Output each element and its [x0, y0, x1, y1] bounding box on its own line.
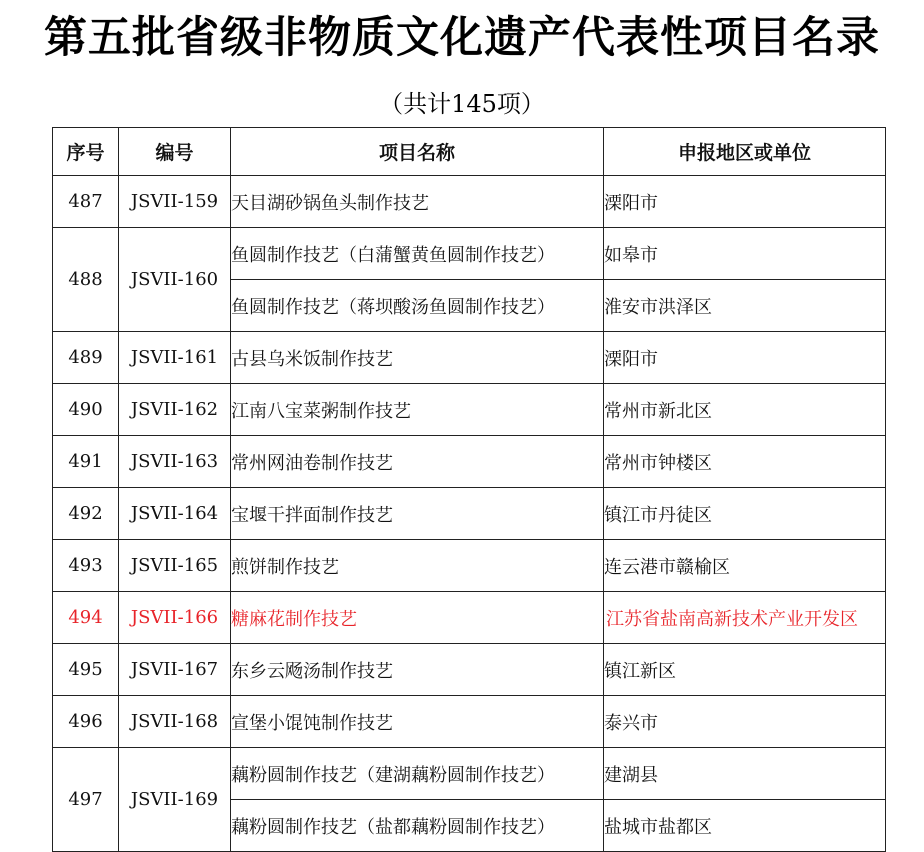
cell-project-name: 东乡云飏汤制作技艺 — [231, 644, 604, 696]
cell-seq: 494 — [53, 592, 119, 644]
cell-project-name: 宣堡小馄饨制作技艺 — [231, 696, 604, 748]
table-row — [53, 748, 886, 800]
cell-project-name: 常州网油卷制作技艺 — [231, 436, 604, 488]
cell-project-name: 江南八宝菜粥制作技艺 — [231, 384, 604, 436]
cell-seq: 493 — [53, 540, 119, 592]
cell-seq: 488 — [53, 228, 119, 332]
cell-region: 镇江新区 — [604, 644, 886, 696]
cell-code: JSVII-163 — [119, 436, 231, 488]
cell-code: JSVII-161 — [119, 332, 231, 384]
header-code: 编号 — [119, 128, 231, 176]
cell-code: JSVII-162 — [119, 384, 231, 436]
cell-project-name: 天目湖砂锅鱼头制作技艺 — [231, 176, 604, 228]
cell-code: JSVII-166 — [119, 592, 231, 644]
cell-project-name: 藕粉圆制作技艺（建湖藕粉圆制作技艺） — [231, 748, 604, 800]
cell-project-name: 古县乌米饭制作技艺 — [231, 332, 604, 384]
cell-region: 镇江市丹徒区 — [604, 488, 886, 540]
header-region: 申报地区或单位 — [604, 128, 886, 176]
table-header-row — [53, 128, 886, 176]
cell-region: 溧阳市 — [604, 176, 886, 228]
cell-region: 如皋市 — [604, 228, 886, 280]
cell-project-name: 宝堰干拌面制作技艺 — [231, 488, 604, 540]
cell-seq: 497 — [53, 748, 119, 852]
header-seq: 序号 — [53, 128, 119, 176]
table-row — [53, 644, 886, 696]
cell-code: JSVII-167 — [119, 644, 231, 696]
cell-code: JSVII-165 — [119, 540, 231, 592]
cell-region: 江苏省盐南高新技术产业开发区 — [604, 592, 886, 644]
table-row — [53, 592, 886, 644]
cell-seq: 487 — [53, 176, 119, 228]
cell-project-name: 糖麻花制作技艺 — [231, 592, 604, 644]
cell-code: JSVII-159 — [119, 176, 231, 228]
table-body — [53, 176, 886, 852]
table-row — [53, 384, 886, 436]
cell-code: JSVII-160 — [119, 228, 231, 332]
cell-project-name: 煎饼制作技艺 — [231, 540, 604, 592]
cell-seq: 489 — [53, 332, 119, 384]
cell-code: JSVII-168 — [119, 696, 231, 748]
cell-region: 建湖县 — [604, 748, 886, 800]
cell-seq: 492 — [53, 488, 119, 540]
cell-seq: 496 — [53, 696, 119, 748]
cell-region: 常州市钟楼区 — [604, 436, 886, 488]
header-project-name: 项目名称 — [231, 128, 604, 176]
cell-region: 常州市新北区 — [604, 384, 886, 436]
table-row — [53, 332, 886, 384]
table-row — [53, 540, 886, 592]
page-subtitle: （共计145项） — [379, 90, 545, 118]
table-row — [53, 696, 886, 748]
cell-region: 泰兴市 — [604, 696, 886, 748]
cell-project-name: 鱼圆制作技艺（蒋坝酸汤鱼圆制作技艺） — [231, 280, 604, 332]
heritage-list-table — [52, 127, 886, 852]
cell-project-name: 鱼圆制作技艺（白蒲蟹黄鱼圆制作技艺） — [231, 228, 604, 280]
cell-code: JSVII-169 — [119, 748, 231, 852]
table-row — [53, 488, 886, 540]
table-row — [53, 176, 886, 228]
cell-seq: 495 — [53, 644, 119, 696]
cell-region: 溧阳市 — [604, 332, 886, 384]
cell-region: 盐城市盐都区 — [604, 800, 886, 852]
cell-region: 连云港市赣榆区 — [604, 540, 886, 592]
cell-region: 淮安市洪泽区 — [604, 280, 886, 332]
cell-code: JSVII-164 — [119, 488, 231, 540]
table-row — [53, 228, 886, 280]
page-title: 第五批省级非物质文化遗产代表性项目名录 — [44, 13, 880, 63]
cell-seq: 491 — [53, 436, 119, 488]
cell-seq: 490 — [53, 384, 119, 436]
cell-project-name: 藕粉圆制作技艺（盐都藕粉圆制作技艺） — [231, 800, 604, 852]
table-row — [53, 436, 886, 488]
